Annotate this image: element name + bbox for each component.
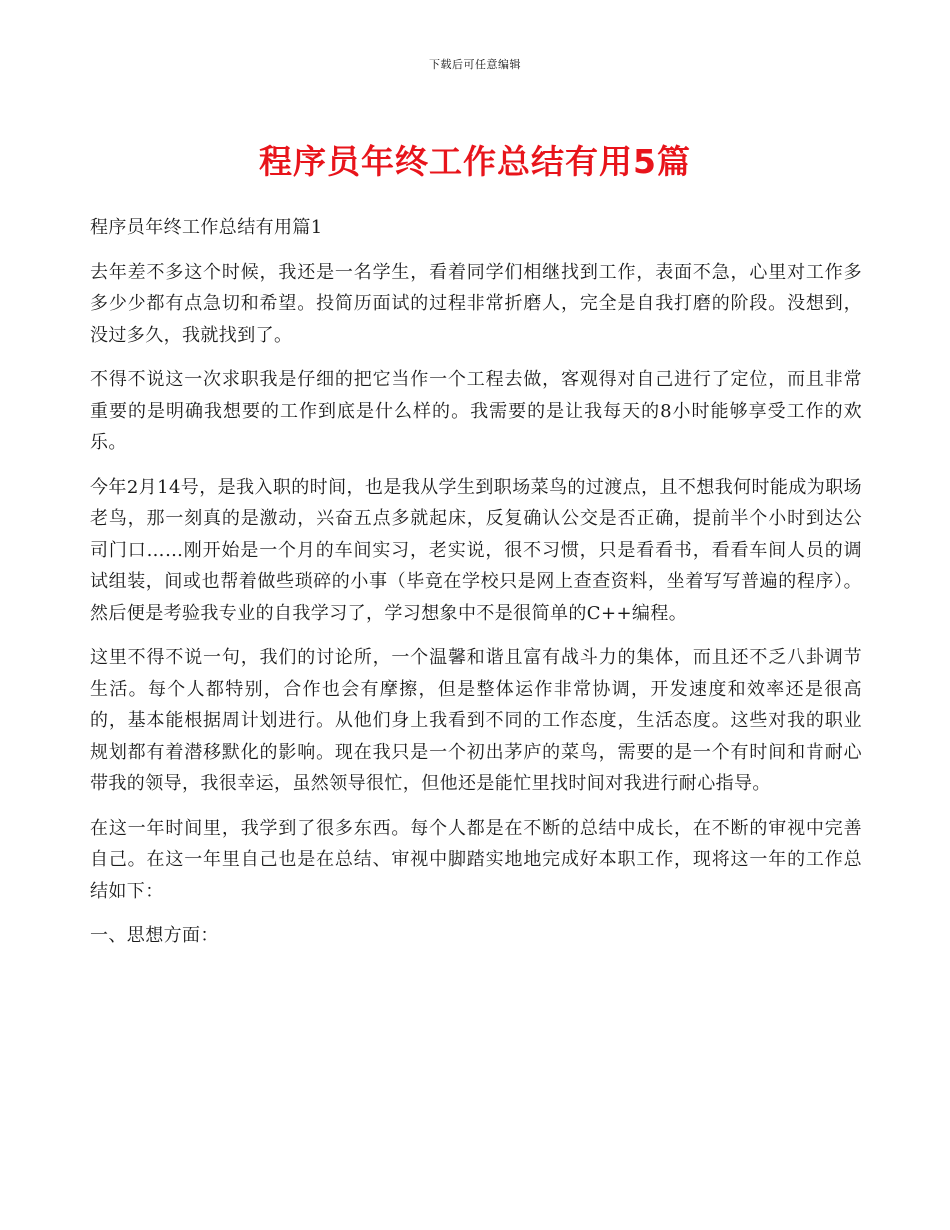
section-heading: 一、思想方面： <box>90 925 219 946</box>
subtitle-paragraph: 程序员年终工作总结有用篇1 <box>90 217 323 238</box>
body-paragraph-2: 不得不说这一次求职我是仔细的把它当作一个工程去做，客观得对自己进行了定位，而且非常重要的是明确我想要的工作到底是什么样的。我需要的是让我每天的8小时能够享受工作的欢乐。 <box>90 369 862 453</box>
body-paragraph-5: 在这一年时间里，我学到了很多东西。每个人都是在不断的总结中成长，在不断的审视中完善自己。在这一年里自己也是在总结、审视中脚踏实地地完成好本职工作，现将这一年的工作总结如下： <box>90 817 862 902</box>
body-paragraph-4: 这里不得不说一句，我们的讨论所，一个温馨和谐且富有战斗力的集体，而且还不乏八卦调节生活。每个人都特别，合作也会有摩擦，但是整体运作非常协调，开发速度和效率还是很高的，基本能根据周计划进行。从他们身上我看到不同的工作态度，生活态度。这些对我的职业规划都有着潜移默化的影响。现在我只是一个初出茅庐的菜鸟，需要的是一个有时间和肯耐心带我的领导，我很幸运，虽然领导很忙，但他还是能忙里找时间对我进行耐心指导。 <box>90 647 862 794</box>
header-note: 下载后可任意编辑 <box>429 58 521 71</box>
body-paragraph-3: 今年2月14号，是我入职的时间，也是我从学生到职场菜鸟的过渡点，且不想我何时能成为职场老鸟，那一刻真的是激动，兴奋五点多就起床，反复确认公交是否正确，提前半个小时到达公司门口……刚开始是一个月的车间实习，老实说，很不习惯，只是看看书，看看车间人员的调试组装，间或也帮着做些琐碎的小事（毕竟在学校只是网上查查资料，坐着写写普遍的程序）。然后便是考验我专业的自我学习了，学习想象中不是很简单的C++编程。 <box>90 476 862 624</box>
body-paragraph-1: 去年差不多这个时候，我还是一名学生，看着同学们相继找到工作，表面不急，心里对工作多多少少都有点急切和希望。投简历面试的过程非常折磨人，完全是自我打磨的阶段。没想到，没过多久，我就找到了。 <box>90 261 862 346</box>
document-title: 程序员年终工作总结有用5篇 <box>259 142 691 181</box>
document-body <box>90 212 862 967</box>
